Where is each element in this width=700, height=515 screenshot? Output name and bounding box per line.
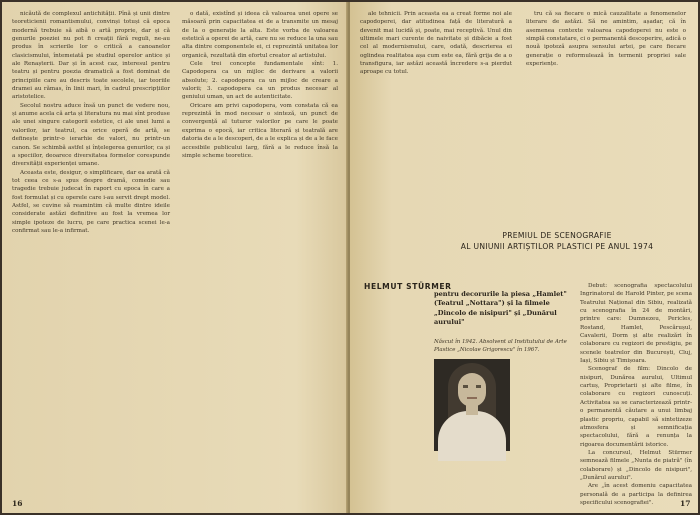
- prize-heading: [432, 231, 682, 252]
- body-paragraph: La concursul, Helmut Stürmer semnează filmele „Nunta de piatră" (în colaborare) și „Dincolo de nisipuri", „Dunărul aurului".: [580, 449, 692, 481]
- body-paragraph: Oricare am privi capodopera, vom constata că ea reprezintă în mod necesar o sinteză, un punct de convergență al tuturor valorilor pe care le poate exprima o epocă, iar critica literară și teatrală are datoria de a le descoperi, de a le explica și de a le face accesibile publicului larg, fără a le reduce însă la simple scheme teoretice.: [182, 102, 338, 159]
- laureate-name: HELMUT STÜRMER: [364, 282, 452, 291]
- magazine-spread: [2, 2, 698, 513]
- body-paragraph: Cele trei concepte fundamentale sînt: 1. Capodopera ca un mijloc de derivare a valorii absolute; 2. capodopera ca un mijloc de creare a valorii; 3. capodopera ca un produs necesar al geniului uman, un act de autenticitate.: [182, 61, 338, 101]
- award-description: pentru decorurile la piesa „Hamlet" (Teatrul „Nottara") și la filmele „Dincolo de nisipuri" și „Dunărul aurului": [434, 290, 567, 326]
- left-page: [2, 2, 348, 513]
- photo-eyes: [463, 385, 481, 388]
- page-number-left: 16: [12, 499, 23, 508]
- photo-shirt: [438, 411, 506, 461]
- prize-title-line-2: AL UNIUNII ARTIȘTILOR PLASTICI PE ANUL 1974: [460, 241, 654, 251]
- body-paragraph: ale tehnicii. Prin aceasta ea a creat forme noi ale capodoperei, dar atitudinea față de literatură a devenit mai lucidă și, poate, mai receptivă. Unul din ultimele mari curente de naivitate și dibăcie a fost cel al modernismului, care, odată, descrierea ei oglindea realitatea așa cum este ea, fără grija de a o transfigura, iar astăzi această încredere s-a pierdut aproape cu totul.: [360, 11, 512, 76]
- body-paragraph: Debut: scenografia spectacolului Ingrinatorul de Harold Pinter, pe scena Teatrului Național din Sibiu, realizată cu scenografia în 24 de montări, printre care: Dumnezeu, Pericles, Rostand, Hamlet, Pescărușul, Cavalerii, Dorm și alte realizări în colaborare cu regizori de prestigiu, pe scenele teatrelor din București, Cluj, Iași, Sibiu și Timișoara.: [580, 283, 692, 365]
- right-page-column-1: [360, 10, 512, 196]
- left-page-column-1: [12, 10, 170, 492]
- body-paragraph: Scenograf de film: Dincolo de nisipuri, Dunărea aurului, Ultimul cartuș, Proprietarii și alte filme, în colaborare cu regizori cunoscuți. Activitatea sa se caracterizează printr-o permanentă căutare a unui limbaj plastic propriu, capabil să sintetizeze atmosfera și semnificația spectacolului, fără a renunța la rigoarea documentării istorice.: [580, 366, 692, 448]
- body-paragraph: Are „în acest domeniu capacitatea personală de a participa la definirea specificului scenografiei".: [580, 483, 692, 506]
- laureate-portrait-photo: [434, 359, 510, 451]
- right-page-column-2: [526, 10, 686, 196]
- photo-mouth: [467, 397, 477, 399]
- prize-title-line-1: PREMIUL DE SCENOGRAFIE: [502, 231, 612, 240]
- body-paragraph: nicăută de complexul antichității. Pînă și unii dintre teoreticienii romantismului, convinși totuși că epoca modernă trebuie să aibă o artă proprie, dar și că genurile poeziei nu pot fi creații fără reguli, ne-au produs în scrierile lor o critică a canoanelor clasicismului, întemeiată pe studiul operelor antice și ale Renașterii. Dar și în acest caz, interesul pentru teatru și pentru poezia dramatică a fost dominat de principiile care au descris toate secolele, iar teoriile dramei au rămas, în linii mari, în cadrul prescripțiilor aristotelice.: [12, 11, 170, 101]
- body-paragraph: Secolul nostru aduce însă un punct de vedere nou, și anume acela că arta și literatura nu mai sînt produse ale unei singure categorii estetice, ci ale unei lumi a valorilor, iar teatrul, ca orice operă de artă, se definește printr-o ierarhie de valori, nu printr-un canon. Se schimbă astfel și înțelegerea genurilor, ca și a speciilor, deoarece diversitatea formelor corespunde diversității experienței umane.: [12, 102, 170, 168]
- body-paragraph: Aceasta este, desigur, o simplificare, dar ea arată că tot ceea ce s-a spus despre dramă, comedie sau tragedie trebuie judecat în raport cu epoca în care a fost formulat și cu operele care i-au servit drept model. Astfel, se cuvine să reamintim că multe dintre ideile considerate astăzi definitive au fost la vremea lor simple ipoteze de lucru, pe care practica scenei le-a confirmat sau le-a infirmat.: [12, 169, 170, 234]
- photo-face: [458, 373, 486, 407]
- page-number-right: 17: [680, 499, 691, 508]
- body-paragraph: o dată, existînd și ideea că valoarea unei opere se măsoară prin capacitatea ei de a transmite un mesaj de la o generație la alta. Este vorba de valoarea estetică a operei de artă, care nu se reduce la una sau alta dintre componentele ei, ci reprezintă unitatea lor organică, rezultată din efortul creator al artistului.: [182, 11, 338, 59]
- body-paragraph: tru că sa fiecare o mică cauzalitate a fenomenelor literare de astăzi. Să ne amintim, așadar, că în asemenea contexte valoarea capodoperei nu este o simplă constatare, ci o permanentă descoperire, adică o nouă ipoteză asupra sensului artei, pe care fiecare generație o reformulează în termenii propriei sale experiențe.: [526, 11, 686, 68]
- right-page: [350, 2, 698, 513]
- left-page-column-2: [182, 10, 338, 492]
- laureate-bio: Născut în 1942. Absolvent al Institutului de Arte Plastice „Nicolae Grigorescu" în 1967.: [434, 339, 567, 353]
